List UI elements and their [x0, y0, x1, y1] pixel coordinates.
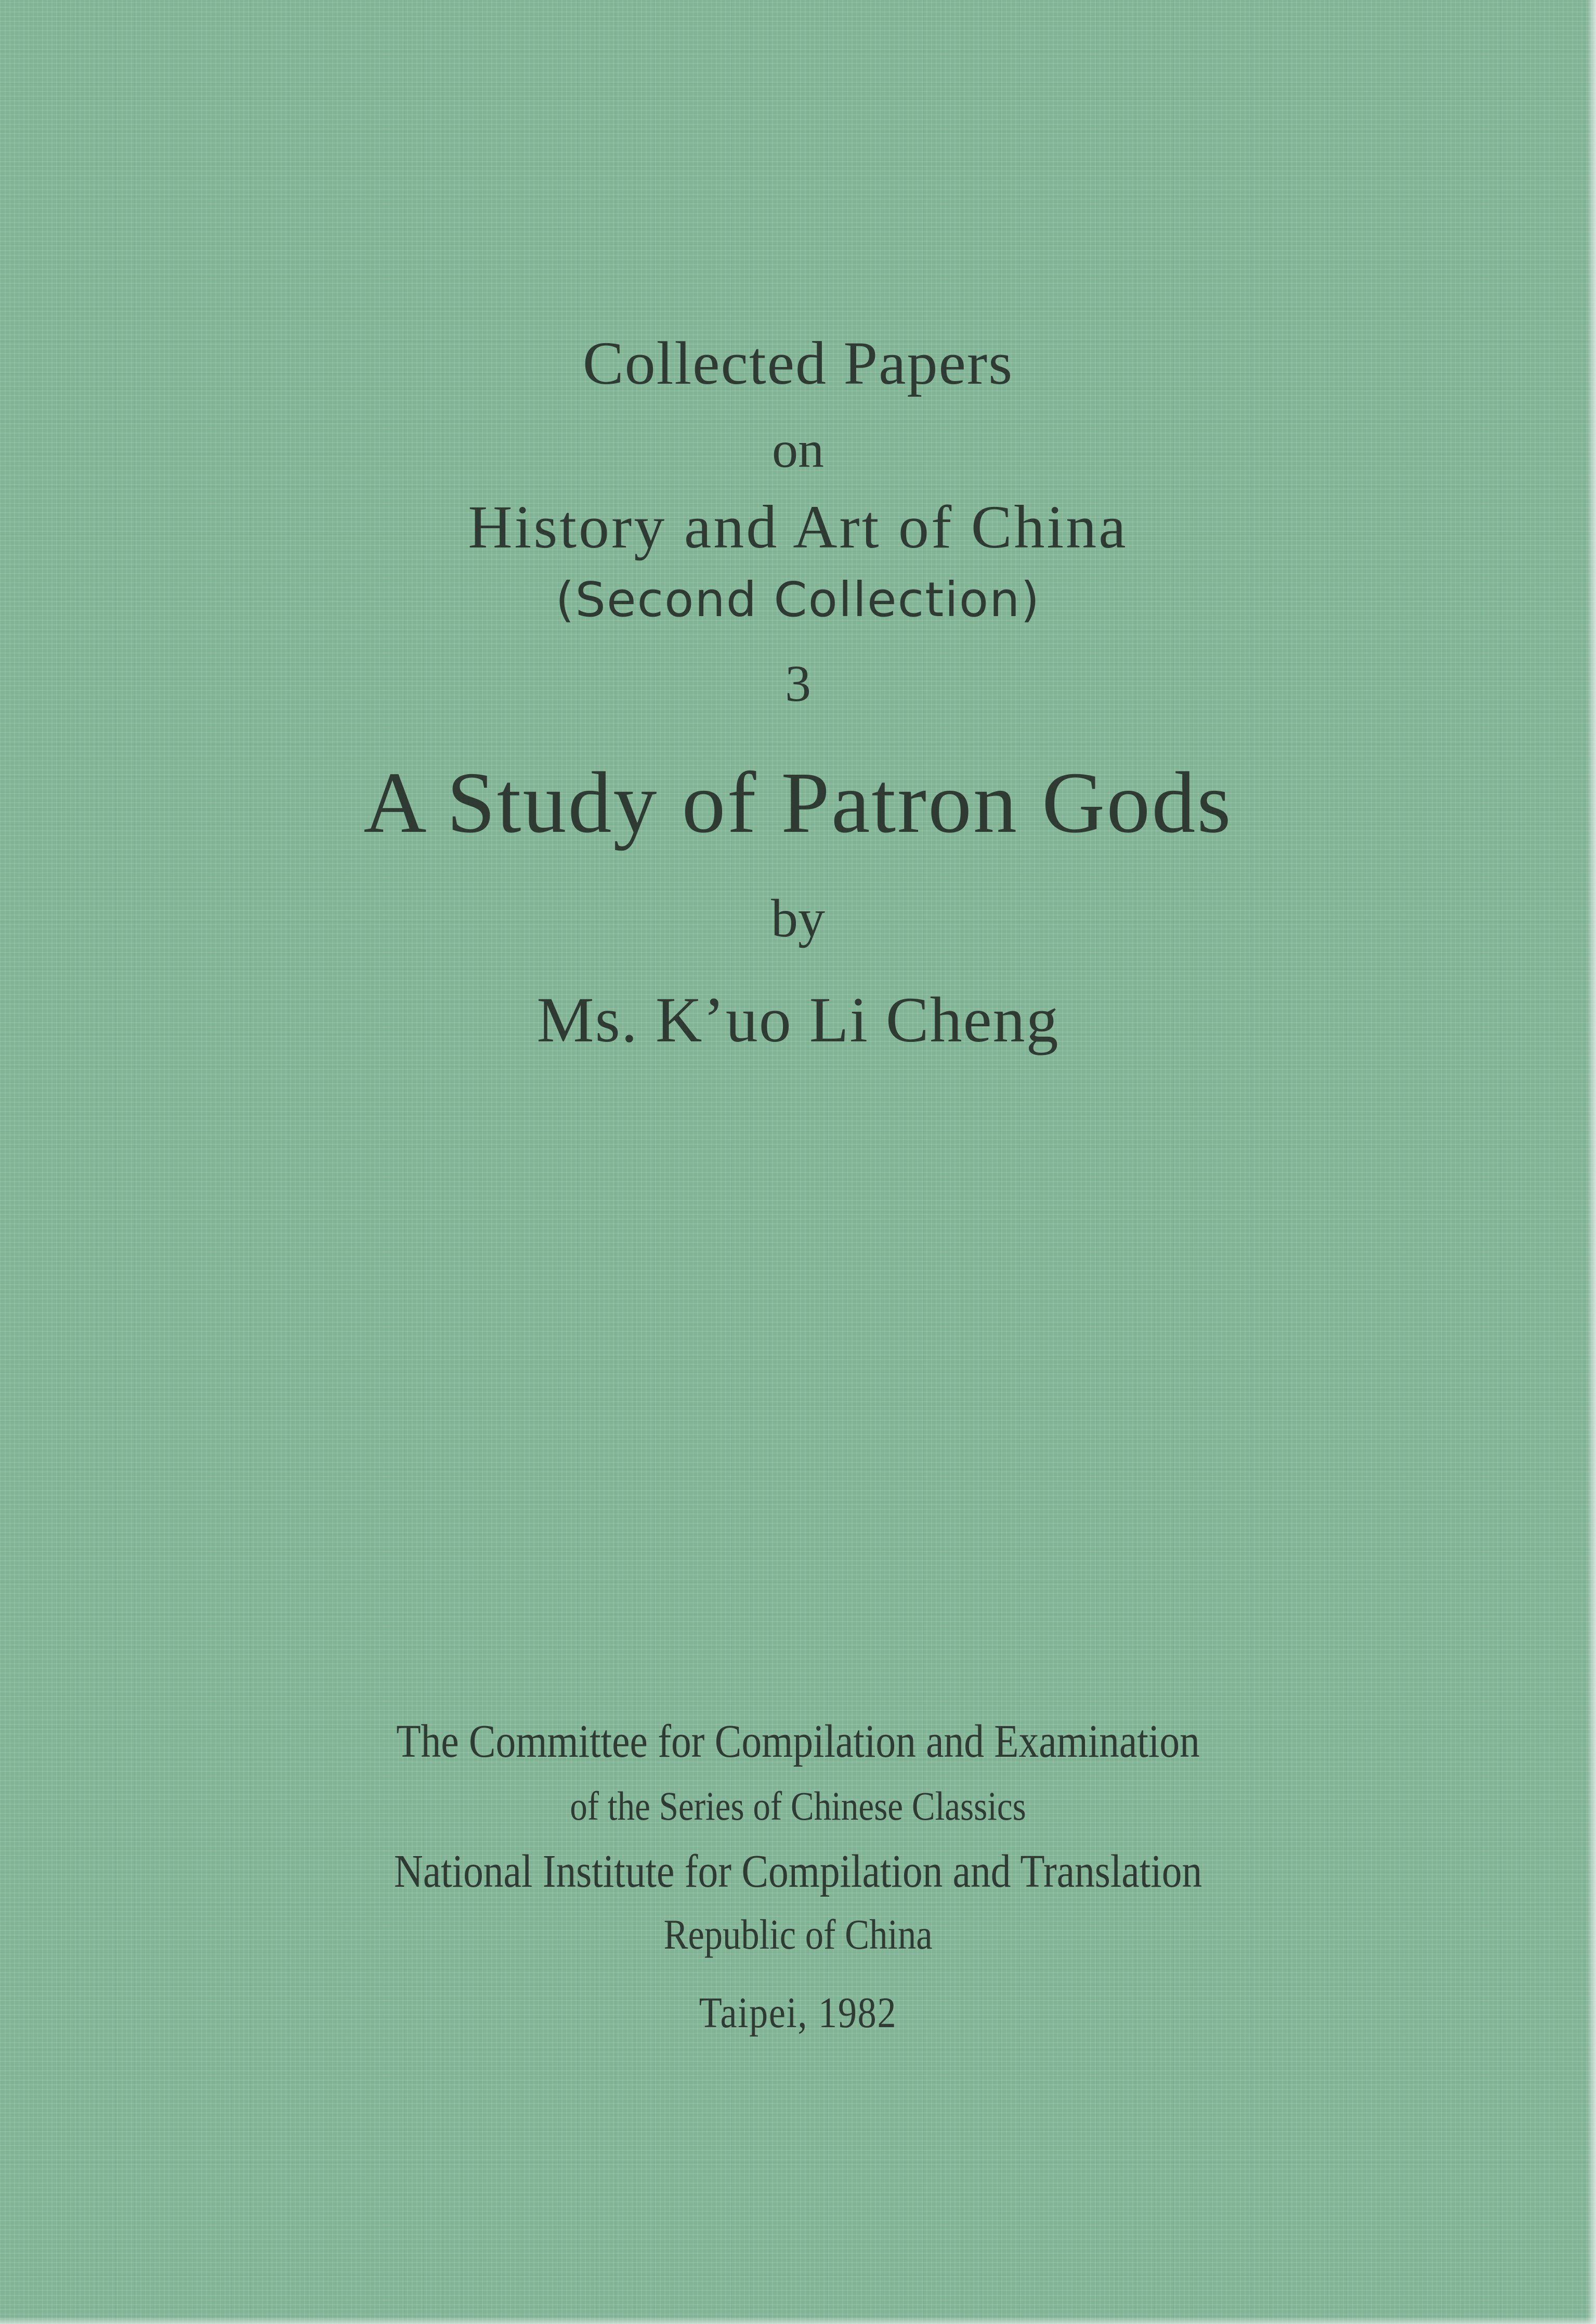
series-collection-label: (Second Collection) — [555, 572, 1041, 628]
series-title-line-2: on — [772, 421, 824, 478]
publication-place-date: Taipei, 1982 — [699, 1989, 897, 2037]
series-volume-number: 3 — [785, 655, 811, 712]
publisher-line-2: of the Series of Chinese Classics — [570, 1783, 1026, 1829]
publisher-line-4: Republic of China — [663, 1911, 933, 1958]
series-title-line-1: Collected Papers — [582, 329, 1014, 397]
publisher-line-3: National Institute for Compilation and Translation — [394, 1846, 1202, 1897]
series-title-line-3: History and Art of China — [468, 493, 1128, 561]
author-name: Ms. K’uo Li Cheng — [537, 984, 1059, 1055]
cover-bottom-edge — [0, 2317, 1596, 2324]
by-line: by — [771, 889, 825, 948]
book-title: A Study of Patron Gods — [363, 754, 1233, 851]
publisher-line-1: The Committee for Compilation and Examination — [396, 1716, 1200, 1767]
